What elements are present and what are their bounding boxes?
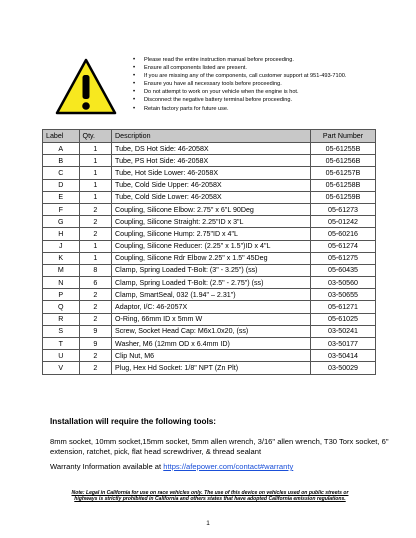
table-row: [43, 277, 376, 289]
row-part-number: 05-61256B: [311, 155, 376, 167]
tools-heading: Installation will require the following tools:: [50, 417, 217, 426]
row-part-number: 03-50414: [311, 350, 376, 362]
row-part-number: 05-61274: [311, 240, 376, 252]
row-label: E: [43, 191, 80, 203]
table-row: [43, 191, 376, 203]
row-qty: 9: [79, 338, 111, 350]
bullet-icon: •: [133, 81, 136, 88]
row-description: Clamp, Spring Loaded T-Bolt: (3" - 3.25") (ss): [112, 264, 311, 276]
row-qty: 1: [79, 143, 111, 155]
row-description: Tube, DS Hot Side: 46-2058X: [112, 143, 311, 155]
notice-item: [131, 96, 401, 104]
row-description: Tube, Cold Side Lower: 46-2058X: [112, 191, 311, 203]
bullet-icon: •: [133, 65, 136, 72]
notice-text: Disconnect the negative battery terminal before proceeding.: [144, 97, 293, 104]
table-row: [43, 155, 376, 167]
row-qty: 1: [79, 191, 111, 203]
row-label: C: [43, 167, 80, 179]
row-label: R: [43, 313, 80, 325]
table-row: [43, 252, 376, 264]
row-label: H: [43, 228, 80, 240]
notice-text: Do not attempt to work on your vehicle when the engine is hot.: [144, 89, 299, 96]
notice-item: [131, 72, 401, 80]
row-description: Coupling, Silicone Rdr Elbow 2.25" x 1.5" 45Deg: [112, 252, 311, 264]
row-description: O-Ring, 66mm ID x 5mm W: [112, 313, 311, 325]
header-description: Description: [112, 130, 311, 143]
row-description: Coupling, Silicone Reducer: (2.25" x 1.5")ID x 4"L: [112, 240, 311, 252]
row-qty: 6: [79, 277, 111, 289]
row-part-number: 05-60216: [311, 228, 376, 240]
table-row: [43, 203, 376, 215]
row-qty: 2: [79, 216, 111, 228]
row-qty: 1: [79, 240, 111, 252]
row-part-number: 05-61258B: [311, 179, 376, 191]
row-part-number: 05-61275: [311, 252, 376, 264]
row-part-number: 03-50655: [311, 289, 376, 301]
notice-text: Ensure you have all necessary tools before proceeding.: [144, 81, 282, 88]
row-label: J: [43, 240, 80, 252]
row-qty: 2: [79, 313, 111, 325]
row-description: Washer, M6 (12mm OD x 6.4mm ID): [112, 338, 311, 350]
row-label: N: [43, 277, 80, 289]
table-row: [43, 240, 376, 252]
bullet-icon: •: [133, 105, 136, 112]
table-row: [43, 289, 376, 301]
row-label: B: [43, 155, 80, 167]
warranty-prefix: Warranty Information available at: [50, 462, 164, 471]
notice-text: Retain factory parts for future use.: [144, 105, 229, 112]
row-qty: 1: [79, 252, 111, 264]
bullet-icon: •: [133, 73, 136, 80]
row-part-number: 05-61257B: [311, 167, 376, 179]
notice-item: [131, 80, 401, 88]
table-row: [43, 350, 376, 362]
page-number: 1: [206, 520, 210, 527]
row-qty: 2: [79, 228, 111, 240]
table-row: [43, 301, 376, 313]
bullet-icon: •: [133, 57, 136, 63]
bullet-icon: •: [133, 97, 136, 104]
table-row: [43, 228, 376, 240]
row-qty: 1: [79, 155, 111, 167]
row-description: Tube, PS Hot Side: 46-2058X: [112, 155, 311, 167]
row-part-number: 05-01242: [311, 216, 376, 228]
row-label: M: [43, 264, 80, 276]
table-row: [43, 167, 376, 179]
row-description: Clamp, SmartSeal, 032 (1.94" – 2.31"): [112, 289, 311, 301]
row-label: K: [43, 252, 80, 264]
row-qty: 8: [79, 264, 111, 276]
notice-text: If you are missing any of the components, call customer support at 951-493-7100.: [144, 73, 347, 80]
table-row: [43, 143, 376, 155]
row-qty: 2: [79, 301, 111, 313]
row-part-number: 03-50241: [311, 325, 376, 337]
bullet-icon: •: [133, 89, 136, 96]
warranty-info: [50, 462, 293, 471]
row-description: Clamp, Spring Loaded T-Bolt: (2.5" - 2.75") (ss): [112, 277, 311, 289]
table-row: [43, 179, 376, 191]
row-qty: 2: [79, 350, 111, 362]
table-row: [43, 325, 376, 337]
notice-text: Ensure all components listed are present.: [144, 65, 247, 72]
row-description: Coupling, Silicone Hump: 2.75"ID x 4"L: [112, 228, 311, 240]
row-label: P: [43, 289, 80, 301]
legal-notice: Note: Legal in California for use on race vehicles only. The use of this device on vehicles used on public streets or highways is strictly prohibited in California and others states that have adopted California emission regulations.: [71, 490, 349, 503]
row-qty: 9: [79, 325, 111, 337]
table-row: [43, 216, 376, 228]
table-row: [43, 313, 376, 325]
row-label: D: [43, 179, 80, 191]
row-description: Coupling, Silicone Elbow: 2.75" x 6"L 90Deg: [112, 203, 311, 215]
row-qty: 2: [79, 362, 111, 374]
table-row: [43, 338, 376, 350]
row-label: Q: [43, 301, 80, 313]
row-qty: 2: [79, 203, 111, 215]
warranty-link[interactable]: https://afepower.com/contact#warranty: [163, 462, 294, 471]
row-part-number: 05-61025: [311, 313, 376, 325]
row-label: V: [43, 362, 80, 374]
notice-item: [131, 88, 401, 96]
table-row: [43, 264, 376, 276]
row-description: Plug, Hex Hd Socket: 1/8" NPT (Zn Plt): [112, 362, 311, 374]
row-part-number: 05-61259B: [311, 191, 376, 203]
warning-icon: [55, 58, 117, 116]
row-part-number: 03-50560: [311, 277, 376, 289]
header-label: Label: [43, 130, 80, 143]
tools-list: 8mm socket, 10mm socket,15mm socket, 5mm allen wrench, 3/16" allen wrench, T30 Torx socket, 6" extension, ratchet, pick, flat head screwdriver, & thread sealant: [50, 437, 389, 457]
notice-text: Please read the entire instruction manual before proceeding.: [144, 57, 294, 63]
row-description: Coupling, Silicone Straight: 2.25"ID x 3"L: [112, 216, 311, 228]
row-part-number: 05-61255B: [311, 143, 376, 155]
notice-item: [131, 105, 401, 113]
row-label: U: [43, 350, 80, 362]
row-label: G: [43, 216, 80, 228]
header-qty: Qty.: [79, 130, 111, 143]
row-part-number: 05-61273: [311, 203, 376, 215]
row-label: A: [43, 143, 80, 155]
table-row: [43, 362, 376, 374]
row-description: Clip Nut, M6: [112, 350, 311, 362]
row-description: Adaptor, I/C: 46-2057X: [112, 301, 311, 313]
row-part-number: 03-50029: [311, 362, 376, 374]
row-label: S: [43, 325, 80, 337]
header-part-number: Part Number: [311, 130, 376, 143]
notice-item: [131, 64, 401, 72]
row-label: T: [43, 338, 80, 350]
notice-list: [131, 56, 401, 113]
row-description: Tube, Hot Side Lower: 46-2058X: [112, 167, 311, 179]
notice-item: [131, 56, 401, 64]
parts-table: [42, 129, 376, 375]
row-qty: 1: [79, 179, 111, 191]
row-description: Screw, Socket Head Cap: M6x1.0x20, (ss): [112, 325, 311, 337]
row-part-number: 05-61271: [311, 301, 376, 313]
row-description: Tube, Cold Side Upper: 46-2058X: [112, 179, 311, 191]
row-label: F: [43, 203, 80, 215]
row-part-number: 05-60435: [311, 264, 376, 276]
row-qty: 1: [79, 167, 111, 179]
table-header-row: [43, 130, 376, 143]
row-qty: 2: [79, 289, 111, 301]
row-part-number: 03-50177: [311, 338, 376, 350]
